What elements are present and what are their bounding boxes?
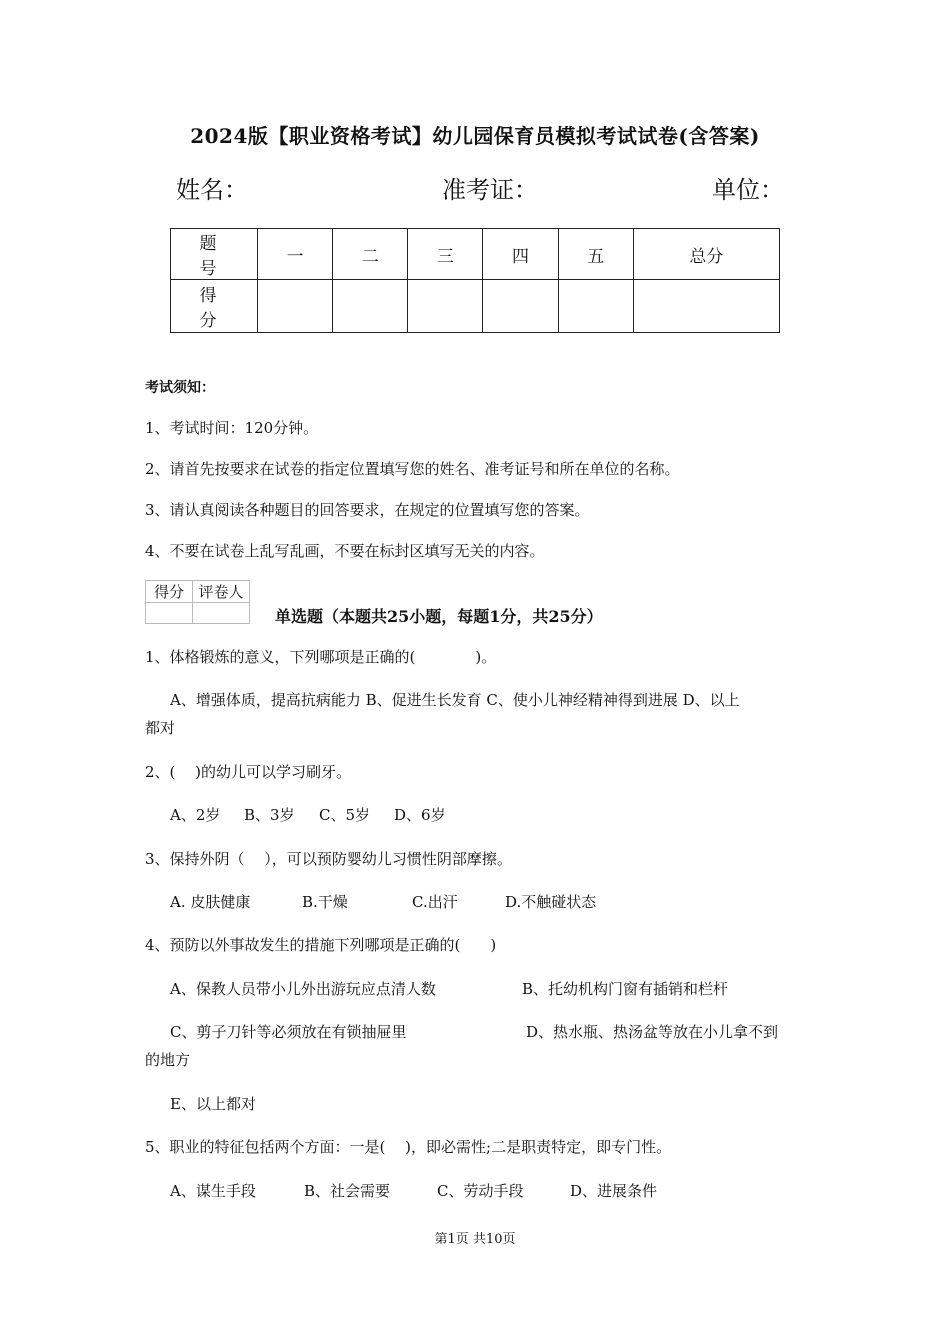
option: C、5岁 — [319, 806, 371, 824]
column-header: 五 — [558, 229, 633, 280]
option: E、以上都对 — [170, 1095, 256, 1113]
notice-item: 1、考试时间：120分钟。 — [145, 419, 319, 437]
option: B、社会需要 — [304, 1182, 391, 1200]
option: C.出汗 — [412, 893, 458, 911]
column-header: 二 — [333, 229, 408, 280]
option: A、保教人员带小儿外出游玩应点清人数 — [170, 980, 436, 998]
option: A、2岁 — [170, 806, 221, 824]
option: B、托幼机构门窗有插销和栏杆 — [522, 980, 729, 998]
score-table — [170, 228, 780, 333]
score-cell — [333, 280, 408, 333]
question-stem: 2、( )的幼儿可以学习刷牙。 — [145, 763, 352, 781]
question-stem: 4、预防以外事故发生的措施下列哪项是正确的( ) — [145, 936, 497, 954]
grader-score-label: 得分 — [146, 581, 193, 603]
score-table-score-row — [171, 280, 780, 333]
score-cell — [558, 280, 633, 333]
question-options: A、增强体质，提高抗病能力 B、促进生长发育 C、使小儿神经精神得到进展 D、以上 — [170, 691, 740, 709]
question-stem: 5、职业的特征包括两个方面：一是( )，即必需性;二是职责特定，即专门性。 — [145, 1138, 672, 1156]
score-cell — [258, 280, 333, 333]
score-cell — [483, 280, 558, 333]
grader-reviewer-cell — [193, 603, 250, 624]
option: D.不触碰状态 — [505, 893, 597, 911]
candidate-info-row — [0, 170, 950, 204]
question-number-label: 题 号 — [171, 229, 258, 280]
score-cell — [633, 280, 779, 333]
name-field-label: 姓名： — [176, 176, 248, 204]
notice-item: 3、请认真阅读各种题目的回答要求，在规定的位置填写您的答案。 — [145, 501, 590, 519]
grader-box — [145, 580, 250, 624]
option: D、热水瓶、热汤盆等放在小儿拿不到 — [526, 1023, 779, 1041]
option: A、谋生手段 — [170, 1182, 256, 1200]
notice-item: 4、不要在试卷上乱写乱画，不要在标封区填写无关的内容。 — [145, 542, 545, 560]
question-stem: 3、保持外阴（ ），可以预防婴幼儿习惯性阴部摩擦。 — [145, 850, 512, 868]
section-title: 单选题（本题共25小题，每题1分，共25分） — [275, 607, 603, 626]
page-title: 2024版【职业资格考试】幼儿园保育员模拟考试试卷(含答案) — [190, 124, 760, 148]
grader-reviewer-label: 评卷人 — [193, 581, 250, 603]
option: C、劳动手段 — [437, 1182, 524, 1200]
notice-heading: 考试须知： — [145, 380, 215, 396]
option: B.干燥 — [302, 893, 348, 911]
score-cell — [408, 280, 483, 333]
unit-field-label: 单位： — [712, 176, 784, 204]
exam-id-field-label: 准考证： — [442, 176, 538, 204]
page-footer: 第1页 共10页 — [434, 1232, 516, 1247]
option: C、剪子刀针等必须放在有锁抽屉里 — [170, 1023, 407, 1041]
option: D、6岁 — [394, 806, 446, 824]
option-wrap: 的地方 — [145, 1051, 191, 1069]
question-options-wrap: 都对 — [145, 719, 176, 737]
score-table-header-row — [171, 229, 780, 280]
question-stem: 1、体格锻炼的意义，下列哪项是正确的( )。 — [145, 648, 497, 666]
option: A. 皮肤健康 — [170, 893, 251, 911]
option: B、3岁 — [244, 806, 295, 824]
column-header: 四 — [483, 229, 558, 280]
score-label: 得 分 — [171, 280, 258, 333]
grader-score-cell — [146, 603, 193, 624]
option: D、进展条件 — [570, 1182, 658, 1200]
column-header: 三 — [408, 229, 483, 280]
notice-item: 2、请首先按要求在试卷的指定位置填写您的姓名、准考证号和所在单位的名称。 — [145, 460, 680, 478]
column-header: 一 — [258, 229, 333, 280]
column-header: 总分 — [633, 229, 779, 280]
